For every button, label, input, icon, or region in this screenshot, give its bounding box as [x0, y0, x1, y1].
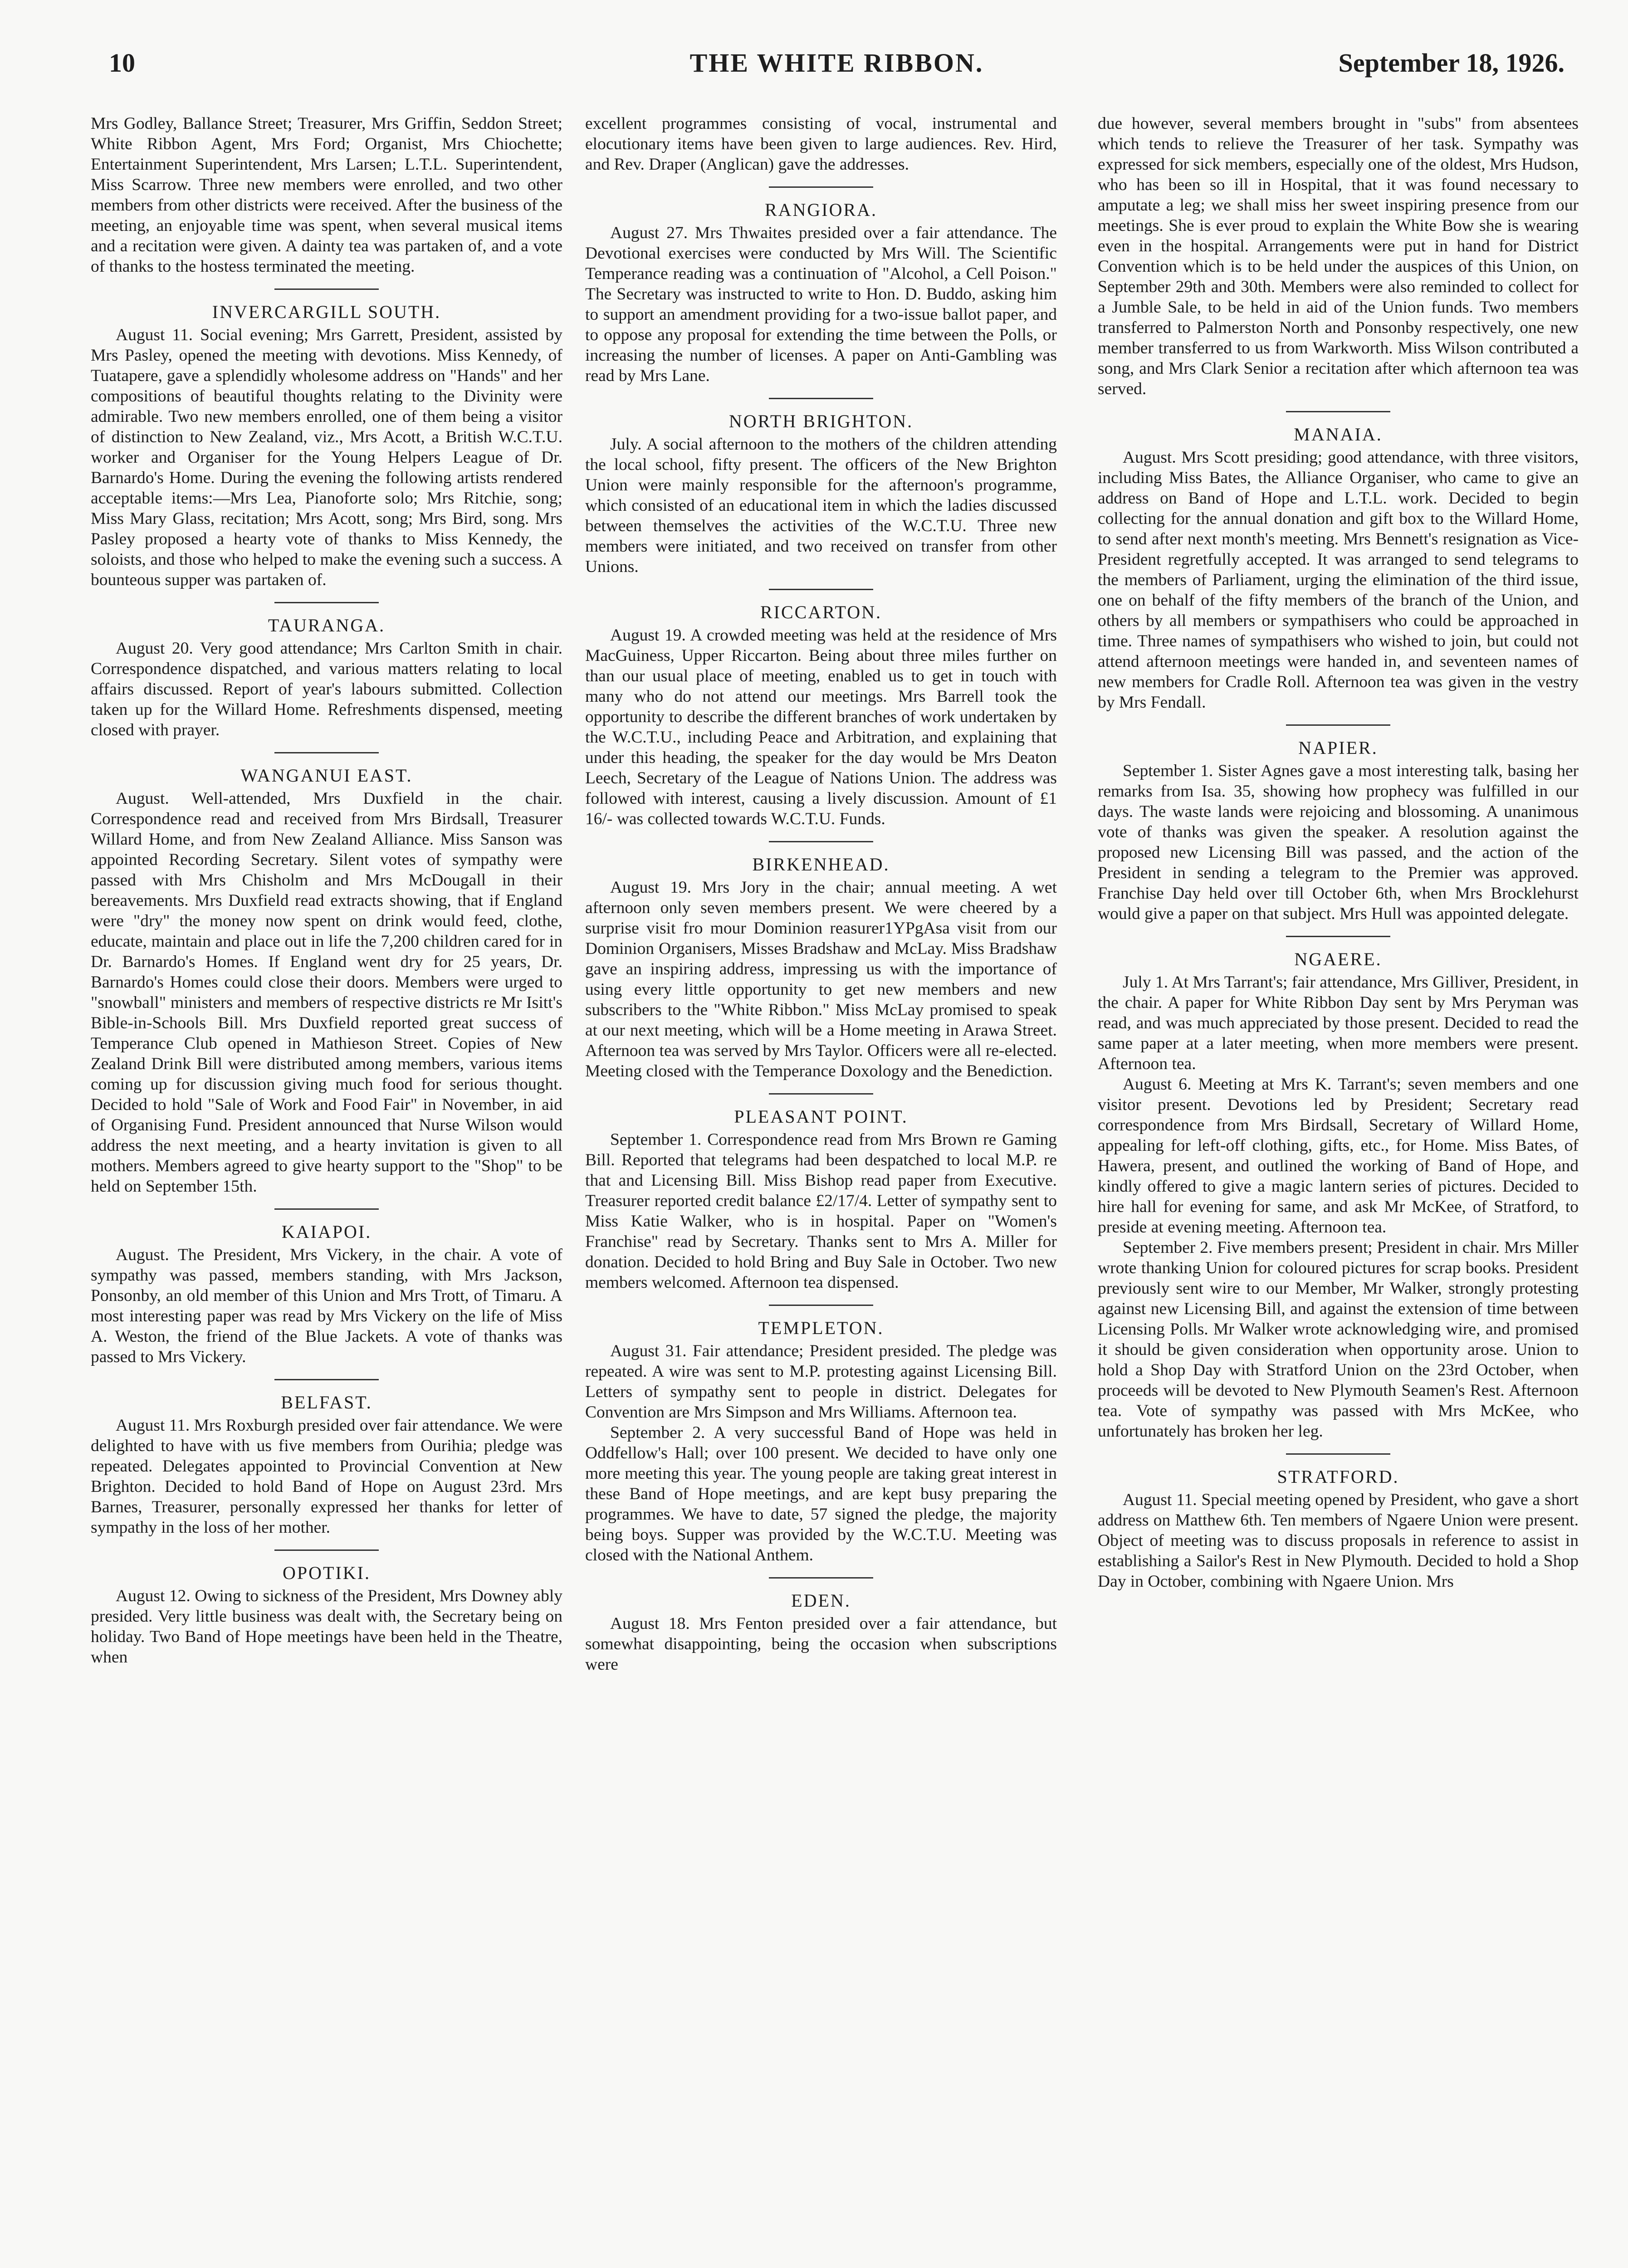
article-paragraph: August 31. Fair attendance; President presided. The pledge was repeated. A wire was sent to M.P. protesting against Licensing Bill. Letters of sympathy sent to people in district. Delegates for Convention are Mrs Simpson and Mrs Williams. Afternoon tea.: [585, 1342, 1057, 1422]
article-paragraph: August 11. Mrs Roxburgh presided over fair attendance. We were delighted to have with us five members from Ourihia; pledge was repeated. Delegates appointed to Provincial Convention at New Brighton. Decided to hold Band of Hope on August 23rd. Mrs Barnes, Treasurer, personally expressed her thanks for letter of sympathy in the loss of her mother.: [91, 1416, 562, 1537]
article-paragraph: August 19. A crowded meeting was held at the residence of Mrs MacGuiness, Upper Riccarton. Being about three miles further on than our usual place of meeting, enabled us to get in touch with many who do not attend our meetings. Mrs Barrell took the opportunity to describe the different branches of work undertaken by the W.C.T.U., including Peace and Arbitration, and explaining that under this heading, the speaker for the day would be Mrs Deaton Leech, Secretary of the League of Nations Union. The address was followed with interest, causing a lively discussion. Amount of £1 16/- was collected towards W.C.T.U. Funds.: [585, 626, 1057, 828]
article-section: [1098, 936, 1579, 1442]
section-divider: [1286, 1453, 1390, 1455]
article-section: [1098, 113, 1579, 399]
issue-date: September 18, 1926.: [1338, 48, 1564, 78]
section-divider: [274, 1208, 379, 1210]
article-paragraph: September 2. Five members present; President in chair. Mrs Miller wrote thanking Union for coloured pictures for scrap books. President previously sent wire to our Member, Mr Walker, strongly protesting against new Licensing Bill, and against the extension of time between Licensing Polls. Mr Walker wrote acknowledging wire, and promised it should be given consideration when opportunity arose. Union to hold a Shop Day with Stratford Union on the 23rd October, when proceeds will be devoted to New Plymouth Seamen's Rest. Afternoon tea. Vote of sympathy was passed with Mrs McKee, who unfortunately has broken her leg.: [1098, 1238, 1579, 1441]
article-paragraph: August 11. Special meeting opened by President, who gave a short address on Matthew 6th. Ten members of Ngaere Union were present. Object of meeting was to discuss proposals in reference to assist in establishing a Sailor's Rest in New Plymouth. Decided to hold a Shop Day in October, combining with Ngaere Union. Mrs: [1098, 1491, 1579, 1591]
page-number: 10: [109, 48, 135, 78]
article-paragraph: September 1. Sister Agnes gave a most interesting talk, basing her remarks from Isa. 35, showing how prophecy was fulfilled in our days. The waste lands were rejoicing and blossoming. A unanimous vote of thanks was given the speaker. A resolution against the proposed new Licensing Bill was passed, and the action of the President in sending a telegram to the Premier was approved. Franchise Day held over till October 6th, when Mrs Brocklehurst would give a paper on that subject. Mrs Hull was appointed delegate.: [1098, 762, 1579, 923]
article-paragraph: due however, several members brought in "subs" from absentees which tends to relieve the Treasurer of her task. Sympathy was expressed for sick members, especially one of the oldest, Mrs Hudson, who has been so ill in Hospital, that it was found necessary to amputate a leg; we shall miss her sweet inspiring presence from our meetings. She is ever proud to explain the White Bow she is wearing even in the hospital. Arrangements were put in hand for District Convention which is to be held under the auspices of this Union, on September 29th and 30th. Members were also reminded to collect for a Jumble Sale, to be held in aid of the Union funds. Two members transferred to Palmerston North and Ponsonby respectively, one new member transferred to us from Warkworth. Miss Wilson contributed a song, and Mrs Clark Senior a recitation after which afternoon tea was served.: [1098, 114, 1579, 398]
section-heading: INVERCARGILL SOUTH.: [212, 302, 441, 322]
article-section: [585, 1093, 1057, 1293]
article-section: [585, 398, 1057, 577]
article-paragraph: September 2. A very successful Band of Hope was held in Oddfellow's Hall; over 100 present. We decided to have only one more meeting this year. The young people are taking great interest in these Band of Hope meetings, and are kept busy preparing the programmes. We have to date, 57 signed the pledge, the majority being boys. Supper was provided by the W.C.T.U. Meeting was closed with the National Anthem.: [585, 1423, 1057, 1564]
section-divider: [1286, 411, 1390, 412]
article-paragraph: July. A social afternoon to the mothers of the children attending the local school, fifty present. The officers of the New Brighton Union were mainly responsible for the afternoon's programme, which consisted of an educational item in which the ladies discussed between themselves the activities of the W.C.T.U. Three new members were initiated, and two received on transfer from other Unions.: [585, 435, 1057, 576]
section-heading: TEMPLETON.: [758, 1318, 884, 1338]
article-paragraph: August. Well-attended, Mrs Duxfield in the chair. Correspondence read and received from Mrs Birdsall, Treasurer Willard Home, and from New Zealand Alliance. Miss Sanson was appointed Recording Secretary. Silent votes of sympathy were passed with Mrs Chisholm and Mrs McDougall in their bereavements. Mrs Duxfield read extracts showing, that if England were "dry" the money now spent on drink would feed, clothe, educate, maintain and place out in life the 7,200 children cared for in Dr. Barnardo's Homes. If England went dry for 25 years, Dr. Barnardo's Homes could close their doors. Members were urged to "snowball" ministers and members of respective districts re Mr Isitt's Bible-in-Schools Bill. Mrs Duxfield reported great success of Temperance Club opened in Mathieson Street. Copies of New Zealand Drink Bill were distributed among members, various items coming up for discussion giving much food for serious thought. Decided to hold "Sale of Work and Food Fair" in November, in aid of Organising Fund. President announced that Nurse Wilson would address the next meeting, and a hearty invitation is given to all mothers. Members agreed to give hearty support to the "Shop" to be held on September 15th.: [91, 789, 562, 1196]
section-divider: [769, 841, 873, 842]
page-header: [109, 48, 1564, 98]
article-paragraph: August. The President, Mrs Vickery, in the chair. A vote of sympathy was passed, members standing, with Mrs Jackson, Ponsonby, an old member of this Union and Mrs Trott, of Timaru. A most interesting paper was read by Mrs Vickery on the life of Miss A. Weston, the friend of the Blue Jackets. A vote of thanks was passed to Mrs Vickery.: [91, 1246, 562, 1366]
article-section: [1098, 724, 1579, 924]
article-section: [1098, 411, 1579, 713]
article-paragraph: August 20. Very good attendance; Mrs Carlton Smith in chair. Correspondence dispatched, and various matters relating to local affairs discussed. Report of year's labours submitted. Collection taken up for the Willard Home. Refreshments dispensed, meeting closed with prayer.: [91, 639, 562, 739]
section-divider: [769, 186, 873, 188]
section-divider: [769, 1305, 873, 1306]
article-paragraph: August 18. Mrs Fenton presided over a fair attendance, but somewhat disappointing, being the occasion when subscriptions were: [585, 1614, 1057, 1674]
section-heading: BIRKENHEAD.: [752, 854, 890, 875]
article-section: [1098, 1453, 1579, 1592]
article-paragraph: excellent programmes consisting of vocal, instrumental and elocutionary items have been given to large audiences. Rev. Hird, and Rev. Draper (Anglican) gave the addresses.: [585, 114, 1057, 174]
section-heading: OPOTIKI.: [283, 1563, 371, 1583]
article-paragraph: August 19. Mrs Jory in the chair; annual meeting. A wet afternoon only seven members present. We were cheered by a surprise visit fro mour Dominion reasurer1YPgAsa visit from our Dominion Organisers, Misses Bradshaw and McLay. Miss Bradshaw gave an inspiring address, impressing us with the importance of using every little opportunity to get new members and new subscribers to the "White Ribbon." Miss McLay promised to speak at our next meeting, which will be a Home meeting in Arawa Street. Afternoon tea was served by Mrs Taylor. Officers were all re-elected. Meeting closed with the Temperance Doxology and the Benediction.: [585, 878, 1057, 1080]
article-paragraph: August 6. Meeting at Mrs K. Tarrant's; seven members and one visitor present. Devotions led by President; Secretary read correspondence from Mrs Birdsall, Secretary of Willard Home, appealing for left-off clothing, gifts, etc., for Home. Miss Bates, of Hawera, present, and outlined the working of Band of Hope, and kindly offered to give a magic lantern series of pictures. Decided to hire hall for evening for same, and ask Mr McKee, of Stratford, to preside at evening meeting. Afternoon tea.: [1098, 1075, 1579, 1237]
section-heading: EDEN.: [791, 1590, 851, 1611]
article-paragraph: August 11. Social evening; Mrs Garrett, President, assisted by Mrs Pasley, opened the meeting with devotions. Miss Kennedy, of Tuatapere, gave a splendidly wholesome address on "Hands" and her compositions of beautiful thoughts relating to the Divinity were admirable. Two new members enrolled, one of them being a visitor of distinction to New Zealand, viz., Mrs Acott, a British W.C.T.U. worker and Organiser for the Young Helpers League of Dr. Barnardo's Home. During the evening the following artists rendered acceptable items:—Mrs Lea, Pianoforte solo; Mrs Ritchie, song; Miss Mary Glass, recitation; Mrs Acott, song; Mrs Bird, song. Mrs Pasley proposed a hearty vote of thanks to Miss Kennedy, the soloists, and those who helped to make the evening such a success. A bounteous supper was partaken of.: [91, 326, 562, 589]
article-section: [91, 752, 562, 1197]
article-paragraph: August 27. Mrs Thwaites presided over a fair attendance. The Devotional exercises were conducted by Mrs Will. The Scientific Temperance reading was a continuation of "Alcohol, a Cell Poison." The Secretary was instructed to write to Hon. D. Buddo, asking him to support an amendment providing for a two-issue ballot paper, and to oppose any proposal for extending the time between the Polls, or increasing the number of licenses. A paper on Anti-Gambling was read by Mrs Lane.: [585, 224, 1057, 385]
article-section: [91, 113, 562, 277]
article-paragraph: August. Mrs Scott presiding; good attendance, with three visitors, including Miss Bates, the Alliance Organiser, who came to give an address on Band of Hope and L.T.L. work. Decided to begin collecting for the annual donation and gift box to the Willard Home, to send after next month's meeting. Mrs Bennett's resignation as Vice-President regretfully accepted. It was arranged to send telegrams to the members of Parliament, urging the elimination of the third issue, one on behalf of the fifty members of the branch of the Union, and others by all members or sympathisers who could be approached in time. Three names of sympathisers who wished to join, but could not attend afternoon meetings were handed in, and seventeen names of new members for Cradle Roll. Afternoon tea was given in the vestry by Mrs Fendall.: [1098, 448, 1579, 712]
article-section: [585, 589, 1057, 829]
section-divider: [274, 1549, 379, 1551]
section-divider: [1286, 724, 1390, 726]
section-heading: BELFAST.: [281, 1392, 372, 1413]
article-section: [585, 1305, 1057, 1565]
article-paragraph: September 1. Correspondence read from Mrs Brown re Gaming Bill. Reported that telegrams had been despatched to local M.P. re that and Licensing Bill. Miss Bishop read paper from Executive. Treasurer reported credit balance £2/17/4. Letter of sympathy sent to Miss Katie Walker, who is in hospital. Paper on "Women's Franchise" read by Secretary. Thanks sent to Mrs A. Miller for donation. Decided to hold Bring and Buy Sale in October. Two new members welcomed. Afternoon tea dispensed.: [585, 1130, 1057, 1292]
section-heading: KAIAPOI.: [281, 1222, 372, 1242]
section-heading: TAURANGA.: [268, 615, 386, 635]
column-2: [585, 113, 1057, 2268]
section-divider: [274, 752, 379, 753]
section-heading: MANAIA.: [1294, 424, 1383, 445]
article-section: [585, 186, 1057, 386]
section-heading: WANGANUI EAST.: [240, 765, 413, 786]
section-divider: [769, 589, 873, 590]
section-divider: [769, 1577, 873, 1579]
section-heading: RICCARTON.: [760, 602, 882, 622]
article-section: [91, 1379, 562, 1538]
column-1: [91, 113, 562, 2268]
article-section: [585, 1577, 1057, 1675]
article-section: [91, 1549, 562, 1667]
article-section: [91, 1208, 562, 1367]
article-section: [91, 288, 562, 590]
column-3: [1098, 113, 1579, 2268]
section-divider: [274, 288, 379, 290]
article-section: [91, 602, 562, 740]
publication-title: THE WHITE RIBBON.: [689, 48, 984, 78]
article-section: [585, 841, 1057, 1081]
section-divider: [274, 602, 379, 603]
section-divider: [1286, 936, 1390, 937]
section-heading: STRATFORD.: [1277, 1466, 1399, 1487]
article-section: [585, 113, 1057, 175]
section-heading: RANGIORA.: [764, 200, 878, 220]
section-divider: [769, 398, 873, 399]
section-heading: NORTH BRIGHTON.: [728, 411, 914, 431]
section-divider: [769, 1093, 873, 1095]
section-heading: NGAERE.: [1294, 949, 1382, 969]
article-paragraph: July 1. At Mrs Tarrant's; fair attendance, Mrs Gilliver, President, in the chair. A paper for White Ribbon Day sent by Mrs Peryman was read, and was much appreciated by those present. Decided to read the same paper at a later meeting, when more members were present. Afternoon tea.: [1098, 973, 1579, 1073]
article-paragraph: August 12. Owing to sickness of the President, Mrs Downey ably presided. Very little business was dealt with, the Secretary being on holiday. Two Band of Hope meetings have been held in the Theatre, when: [91, 1587, 562, 1667]
article-paragraph: Mrs Godley, Ballance Street; Treasurer, Mrs Griffin, Seddon Street; White Ribbon Agent, Mrs Ford; Organist, Mrs Chiochette; Entertainment Superintendent, Mrs Larsen; L.T.L. Superintendent, Miss Scarrow. Three new members were enrolled, and two other members from other districts were received. After the business of the meeting, an enjoyable time was spent, when several musical items and a recitation were given. A dainty tea was partaken of, and a vote of thanks to the hostess terminated the meeting.: [91, 114, 562, 276]
section-divider: [274, 1379, 379, 1380]
section-heading: NAPIER.: [1298, 738, 1378, 758]
section-heading: PLEASANT POINT.: [734, 1106, 908, 1127]
